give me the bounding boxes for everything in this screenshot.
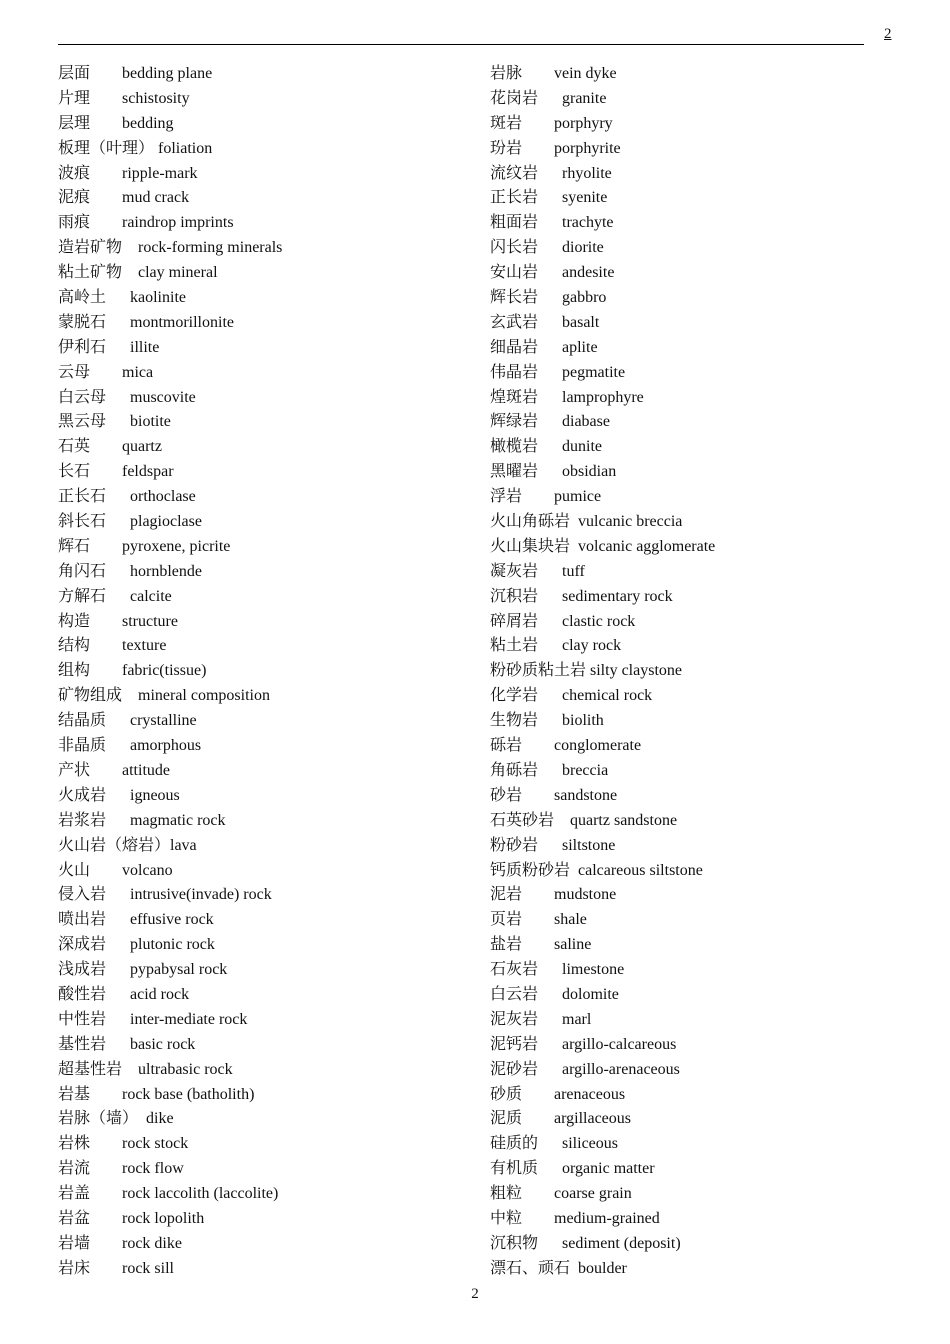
- glossary-entry: 伊利石 illite: [58, 338, 160, 356]
- header-rule: [58, 44, 864, 45]
- glossary-entry: 闪长岩 diorite: [490, 239, 604, 257]
- glossary-entry: 硅质的 siliceous: [490, 1135, 618, 1153]
- glossary-entry: 泥痕 mud crack: [58, 189, 190, 207]
- glossary-entry: 浅成岩 pypabysal rock: [58, 961, 228, 979]
- glossary-entry: 白云母 muscovite: [58, 388, 196, 406]
- glossary-entry: 辉长岩 gabbro: [490, 289, 607, 307]
- glossary-entry: 白云岩 dolomite: [490, 985, 619, 1003]
- glossary-entry: 超基性岩 ultrabasic rock: [58, 1060, 233, 1078]
- glossary-entry: 岩流 rock flow: [58, 1160, 184, 1178]
- glossary-entry: 砂岩 sandstone: [490, 786, 618, 804]
- glossary-entry: 角砾岩 breccia: [490, 761, 609, 779]
- glossary-entry: 生物岩 biolith: [490, 712, 604, 730]
- glossary-entry: 碎屑岩 clastic rock: [490, 612, 636, 630]
- glossary-entry: 造岩矿物 rock-forming minerals: [58, 239, 283, 257]
- glossary-entry: 岩墙 rock dike: [58, 1234, 182, 1252]
- glossary-entry: 细晶岩 aplite: [490, 338, 598, 356]
- glossary-entry: 火山岩（熔岩）lava: [58, 836, 197, 854]
- glossary-entry: 结晶质 crystalline: [58, 712, 197, 730]
- glossary-entry: 泥砂岩 argillo-arenaceous: [490, 1060, 680, 1078]
- glossary-entry: 岩浆岩 magmatic rock: [58, 811, 226, 829]
- glossary-entry: 斜长石 plagioclase: [58, 513, 202, 531]
- glossary-entry: 板理（叶理） foliation: [58, 139, 213, 157]
- glossary-entry: 钙质粉砂岩 calcareous siltstone: [490, 861, 703, 879]
- glossary-entry: 泥岩 mudstone: [490, 886, 617, 904]
- glossary-entry: 片理 schistosity: [58, 89, 190, 107]
- glossary-entry: 粉砂岩 siltstone: [490, 836, 616, 854]
- glossary-entry: 岩盆 rock lopolith: [58, 1209, 205, 1227]
- glossary-entry: 酸性岩 acid rock: [58, 985, 190, 1003]
- glossary-entry: 石英砂岩 quartz sandstone: [490, 811, 678, 829]
- glossary-entry: 伟晶岩 pegmatite: [490, 363, 626, 381]
- glossary-entry: 粗面岩 trachyte: [490, 214, 614, 232]
- glossary-entry: 橄榄岩 dunite: [490, 438, 602, 456]
- glossary-entry: 方解石 calcite: [58, 587, 172, 605]
- glossary-entry: 岩脉 vein dyke: [490, 65, 617, 82]
- header-page-number: 2: [884, 26, 892, 42]
- glossary-entry: 非晶质 amorphous: [58, 737, 202, 755]
- glossary-entry: 正长石 orthoclase: [58, 488, 196, 506]
- glossary-entry: 构造 structure: [58, 612, 178, 630]
- glossary-entry: 砾岩 conglomerate: [490, 737, 642, 755]
- glossary-entry: 产状 attitude: [58, 761, 170, 779]
- glossary-entry: 中粒 medium-grained: [490, 1209, 660, 1227]
- glossary-entry: 石英 quartz: [58, 438, 162, 456]
- glossary-entry: 盐岩 saline: [490, 936, 592, 954]
- glossary-entry: 岩株 rock stock: [58, 1135, 189, 1153]
- glossary-entry: 岩基 rock base (batholith): [58, 1085, 255, 1103]
- footer-page-number: 2: [471, 1286, 479, 1302]
- glossary-entry: 泥钙岩 argillo-calcareous: [490, 1035, 677, 1053]
- glossary-entry: 玄武岩 basalt: [490, 313, 600, 331]
- glossary-entry: 角闪石 hornblende: [58, 562, 202, 580]
- glossary-entry: 玢岩 porphyrite: [490, 139, 621, 157]
- glossary-entry: 火山 volcano: [58, 861, 173, 879]
- glossary-entry: 长石 feldspar: [58, 463, 174, 481]
- glossary-entry: 云母 mica: [58, 363, 154, 381]
- glossary-entry: 喷出岩 effusive rock: [58, 911, 214, 929]
- left-glossary-column: [58, 62, 478, 1282]
- glossary-entry: 粘土矿物 clay mineral: [58, 264, 218, 282]
- glossary-entry: 岩脉（墙） dike: [58, 1110, 174, 1128]
- glossary-entry: 侵入岩 intrusive(invade) rock: [58, 886, 272, 904]
- glossary-entry: 有机质 organic matter: [490, 1160, 655, 1178]
- glossary-entry: 层面 bedding plane: [58, 65, 213, 82]
- glossary-entry: 波痕 ripple-mark: [58, 164, 198, 182]
- glossary-entry: 黑云母 biotite: [58, 413, 171, 431]
- right-glossary-column: [490, 62, 910, 1282]
- glossary-entry: 化学岩 chemical rock: [490, 687, 653, 705]
- glossary-entry: 深成岩 plutonic rock: [58, 936, 215, 954]
- glossary-entry: 组构 fabric(tissue): [58, 662, 207, 680]
- glossary-entry: 泥质 argillaceous: [490, 1110, 632, 1128]
- glossary-entry: 漂石、顽石 boulder: [490, 1259, 627, 1277]
- glossary-entry: 沉积物 sediment (deposit): [490, 1234, 681, 1252]
- glossary-entry: 石灰岩 limestone: [490, 961, 625, 979]
- glossary-entry: 火成岩 igneous: [58, 786, 180, 804]
- glossary-entry: 火山角砾岩 vulcanic breccia: [490, 513, 683, 531]
- glossary-entry: 粉砂质粘土岩 silty claystone: [490, 662, 682, 680]
- glossary-entry: 高岭土 kaolinite: [58, 289, 186, 307]
- glossary-entry: 斑岩 porphyry: [490, 114, 613, 132]
- glossary-entry: 矿物组成 mineral composition: [58, 687, 270, 705]
- glossary-entry: 泥灰岩 marl: [490, 1010, 592, 1028]
- glossary-entry: 安山岩 andesite: [490, 264, 615, 282]
- glossary-entry: 层理 bedding: [58, 114, 174, 132]
- glossary-entry: 流纹岩 rhyolite: [490, 164, 612, 182]
- glossary-entry: 花岗岩 granite: [490, 89, 607, 107]
- glossary-entry: 正长岩 syenite: [490, 189, 608, 207]
- glossary-entry: 结构 texture: [58, 637, 167, 655]
- glossary-entry: 粗粒 coarse grain: [490, 1185, 632, 1203]
- glossary-entry: 岩床 rock sill: [58, 1259, 174, 1277]
- glossary-entry: 砂质 arenaceous: [490, 1085, 626, 1103]
- glossary-entry: 辉绿岩 diabase: [490, 413, 610, 431]
- glossary-entry: 煌斑岩 lamprophyre: [490, 388, 644, 406]
- glossary-entry: 蒙脱石 montmorillonite: [58, 313, 234, 331]
- glossary-entry: 粘土岩 clay rock: [490, 637, 622, 655]
- glossary-entry: 雨痕 raindrop imprints: [58, 214, 234, 232]
- glossary-entry: 岩盖 rock laccolith (laccolite): [58, 1185, 279, 1203]
- glossary-entry: 凝灰岩 tuff: [490, 562, 585, 580]
- glossary-entry: 页岩 shale: [490, 911, 587, 929]
- glossary-entry: 中性岩 inter-mediate rock: [58, 1010, 248, 1028]
- glossary-entry: 辉石 pyroxene, picrite: [58, 537, 231, 555]
- glossary-entry: 浮岩 pumice: [490, 488, 602, 506]
- glossary-entry: 基性岩 basic rock: [58, 1035, 196, 1053]
- glossary-entry: 火山集块岩 volcanic agglomerate: [490, 537, 716, 555]
- glossary-entry: 黑曜岩 obsidian: [490, 463, 617, 481]
- glossary-entry: 沉积岩 sedimentary rock: [490, 587, 673, 605]
